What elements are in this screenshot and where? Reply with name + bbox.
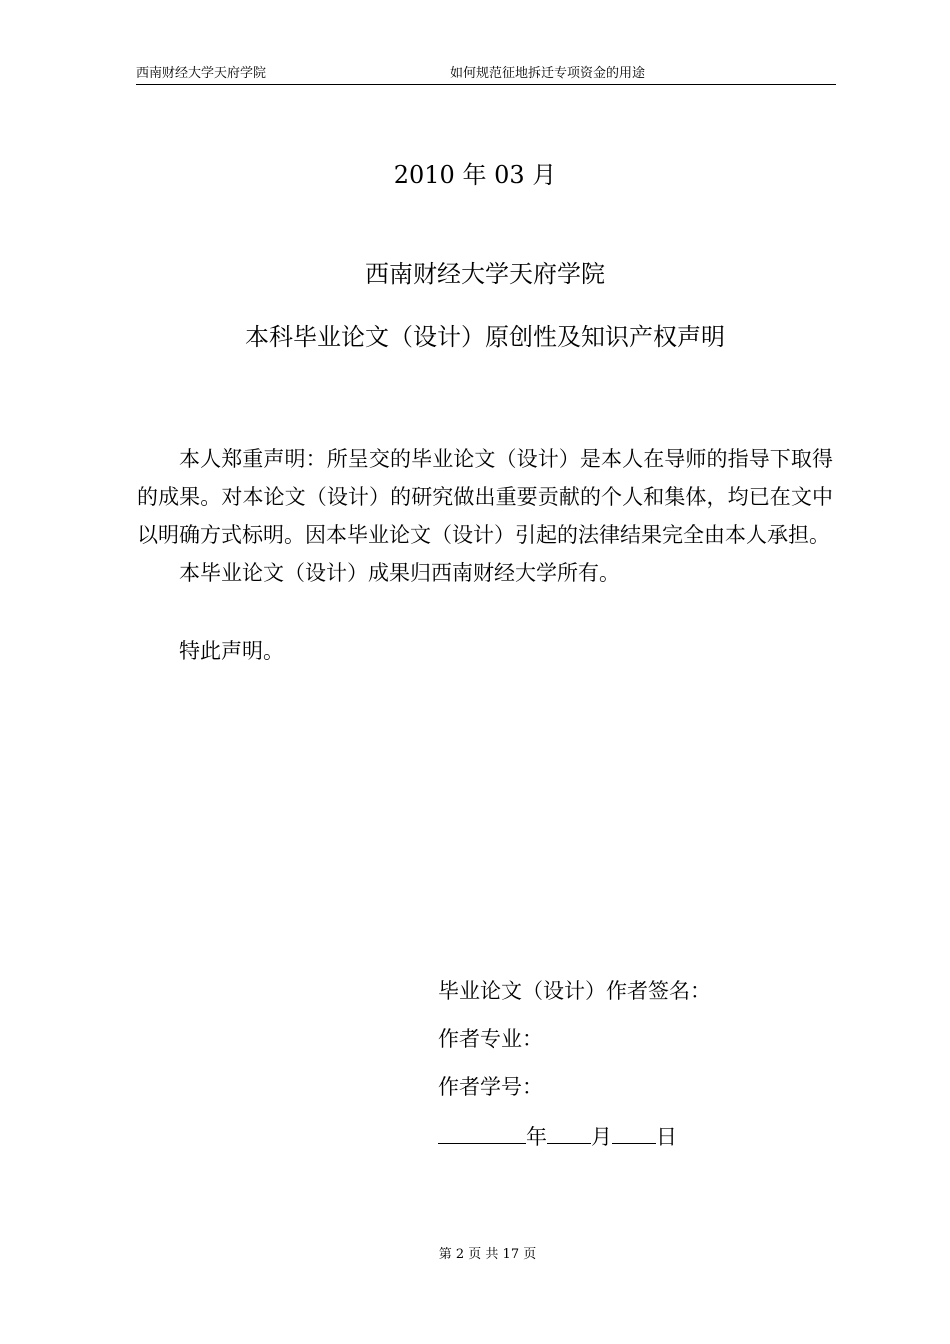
signature-block xyxy=(438,975,711,1167)
month-label: 月 xyxy=(591,1125,612,1149)
page-header xyxy=(136,66,836,85)
author-signature-label: 毕业论文（设计）作者签名： xyxy=(438,979,711,1003)
declaration-paragraph: 本人郑重声明：所呈交的毕业论文（设计）是本人在导师的指导下取得的成果。对本论文（设计）的研究做出重要贡献的个人和集体，均已在文中以明确方式标明。因本毕业论文（设计）引起的法律结果完全由本人承担。 xyxy=(137,447,833,547)
closing-paragraph: 特此声明。 xyxy=(179,639,284,663)
author-student-id-label: 作者学号： xyxy=(438,1075,543,1099)
author-major-label: 作者专业： xyxy=(438,1027,543,1051)
year-blank xyxy=(438,1119,526,1144)
month-blank xyxy=(547,1119,591,1144)
ownership-paragraph: 本毕业论文（设计）成果归西南财经大学所有。 xyxy=(179,561,620,585)
header-thesis-title: 如何规范征地拆迁专项资金的用途 xyxy=(450,66,646,81)
day-blank xyxy=(612,1119,656,1144)
year-label: 年 xyxy=(526,1125,547,1149)
date-line: 2010 年 03 月 xyxy=(393,161,557,189)
school-name: 西南财经大学天府学院 xyxy=(365,260,605,288)
page-footer: 第 2 页 共 17 页 xyxy=(438,1247,537,1262)
date-fill-line xyxy=(438,1119,711,1167)
header-school: 西南财经大学天府学院 xyxy=(136,66,267,81)
declaration-body xyxy=(137,440,833,670)
day-label: 日 xyxy=(656,1125,677,1149)
declaration-title: 本科毕业论文（设计）原创性及知识产权声明 xyxy=(245,323,725,351)
